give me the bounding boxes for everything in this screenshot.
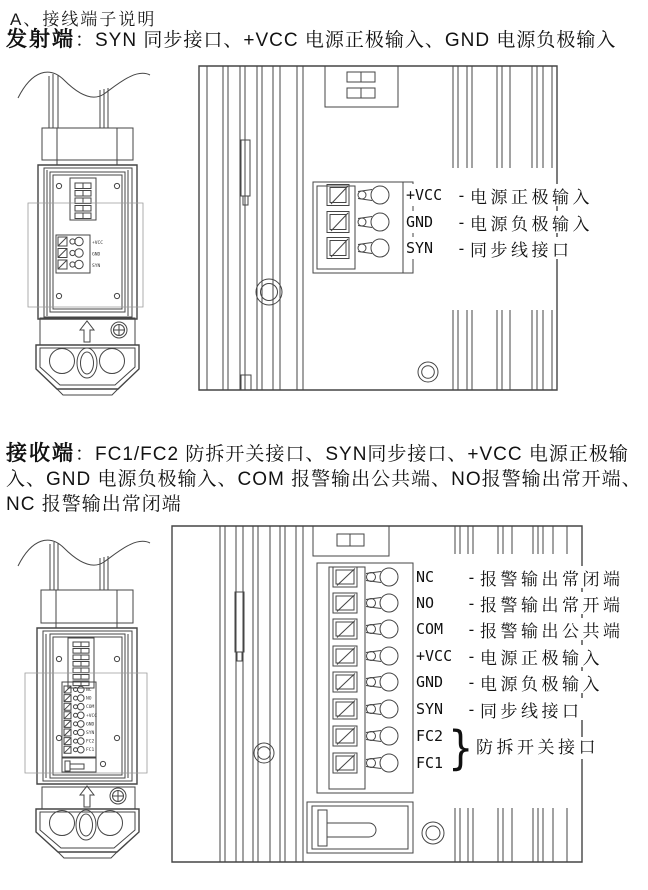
transmitter-device-drawing <box>18 72 150 395</box>
callout-row <box>416 618 624 640</box>
dash-separator: - <box>466 699 477 719</box>
callout-row <box>406 237 573 259</box>
dash-separator: - <box>466 646 477 666</box>
receiver-heading <box>6 441 646 517</box>
receiver-slide-switch <box>62 758 96 772</box>
callout-row <box>416 645 603 667</box>
device-terminal-label: +VCC <box>86 713 98 719</box>
callout-row <box>406 211 593 233</box>
dash-separator: - <box>466 672 477 692</box>
terminal-name: FC1 <box>416 754 444 772</box>
up-arrow-icon <box>80 321 94 342</box>
transmitter-heading-text: ：SYN 同步接口、+VCC 电源正极输入、GND 电源负极输入 <box>75 30 617 51</box>
detail-slide-switch <box>307 802 413 853</box>
terminal-description: 报警输出公共端 <box>480 621 624 641</box>
terminal-description: 电源负极输入 <box>480 674 603 694</box>
terminal-description: 报警输出常开端 <box>480 595 624 615</box>
transmitter-diagram-section <box>0 58 648 432</box>
callout-row <box>416 592 624 614</box>
receiver-heading-text: ：FC1/FC2 防拆开关接口、SYN同步接口、+VCC 电源正极输入、GND 电源负极输入、COM 报警输出公共端、NO报警输出常开端、NC 报警输出常闭端 <box>6 444 642 515</box>
device-terminal-label: GND <box>86 722 95 728</box>
receiver-diagram-section <box>0 522 648 890</box>
tamper-description: 防拆开关接口 <box>476 738 599 757</box>
receiver-device-terminal-block <box>62 682 97 757</box>
terminal-description: 电源负极输入 <box>470 214 593 234</box>
terminal-name: SYN <box>406 239 434 257</box>
transmitter-term: 发射端 <box>6 28 75 51</box>
screw-icon <box>110 788 126 804</box>
receiver-term: 接收端 <box>6 442 75 465</box>
receiver-detail-terminal-block <box>317 563 413 793</box>
terminal-name: SYN <box>416 700 444 718</box>
dash-separator: - <box>456 212 467 232</box>
transmitter-detail-terminal-block <box>313 182 413 273</box>
terminal-name: GND <box>416 673 444 691</box>
terminal-name: NO <box>416 594 435 612</box>
callout-row <box>416 566 624 588</box>
terminal-description: 电源正极输入 <box>470 187 593 207</box>
device-terminal-label: NO <box>86 696 92 702</box>
dash-separator: - <box>466 567 477 587</box>
up-arrow-icon <box>80 786 94 807</box>
dash-separator: - <box>456 238 467 258</box>
receiver-device-drawing <box>18 540 150 858</box>
page-title: A、接线端子说明 <box>10 10 157 29</box>
terminal-name: FC2 <box>416 727 444 745</box>
terminal-name: +VCC <box>406 186 443 204</box>
top-connector <box>313 526 389 556</box>
receiver-dip-switch-block <box>68 638 94 688</box>
transmitter-dip-switch-block <box>70 178 96 220</box>
device-terminal-label: +VCC <box>92 241 104 246</box>
device-terminal-label: SYN <box>86 731 95 736</box>
callout-row <box>416 752 443 774</box>
terminal-name: NC <box>416 568 435 586</box>
transmitter-heading <box>6 27 646 53</box>
dash-separator: - <box>466 593 477 613</box>
top-connector <box>325 66 398 107</box>
terminal-description: 电源正极输入 <box>480 648 603 668</box>
terminal-name: GND <box>406 213 434 231</box>
device-terminal-label: GND <box>92 252 101 258</box>
device-terminal-label: SYN <box>92 264 101 269</box>
callout-row <box>406 184 593 206</box>
tamper-brace: } <box>448 720 473 778</box>
device-terminal-label: FC2 <box>86 739 95 745</box>
screw-icon <box>111 322 127 338</box>
terminal-name: +VCC <box>416 647 453 665</box>
terminal-description: 同步线接口 <box>480 701 583 721</box>
terminal-description: 同步线接口 <box>470 240 573 260</box>
dash-separator: - <box>466 619 477 639</box>
device-terminal-label: COM <box>86 705 95 711</box>
callout-row <box>416 671 603 693</box>
dash-separator: - <box>456 185 467 205</box>
device-terminal-label: NC <box>86 688 92 693</box>
callout-row <box>416 698 583 720</box>
callout-row <box>416 725 443 747</box>
transmitter-device-terminal-block <box>56 235 103 273</box>
device-terminal-label: FC1 <box>86 748 95 754</box>
terminal-description: 报警输出常闭端 <box>480 569 624 589</box>
terminal-name: COM <box>416 620 444 638</box>
